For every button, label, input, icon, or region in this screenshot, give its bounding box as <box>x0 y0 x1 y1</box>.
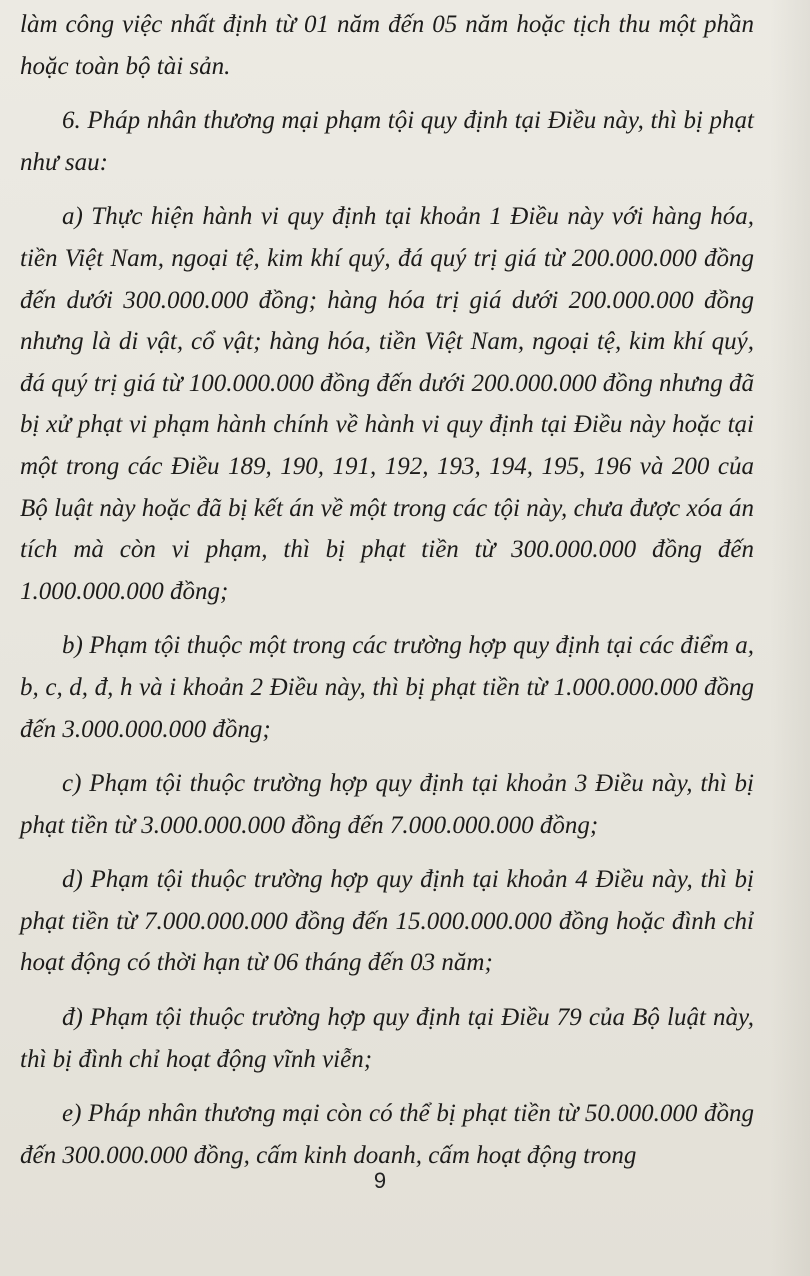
paragraph-point-c: c) Phạm tội thuộc trường hợp quy định tại khoản 3 Điều này, thì bị phạt tiền từ 3.000.000.000 đồng đến 7.000.000.000 đồng; <box>20 770 754 839</box>
paragraph-point-dd: đ) Phạm tội thuộc trường hợp quy định tại Điều 79 của Bộ luật này, thì bị đình chỉ hoạt động vĩnh viễn; <box>20 1004 754 1073</box>
paragraph-point-b: b) Phạm tội thuộc một trong các trường hợp quy định tại các điểm a, b, c, d, đ, h và i khoản 2 Điều này, thì bị phạt tiền từ 1.000.000.000 đồng đến 3.000.000.000 đồng; <box>20 632 754 743</box>
page-number: 9 <box>373 1168 387 1193</box>
paragraph-point-e: e) Pháp nhân thương mại còn có thể bị phạt tiền từ 50.000.000 đồng đến 300.000.000 đồng, cấm kinh doanh, cấm hoạt động trong <box>20 1100 754 1169</box>
paragraph-point-d: d) Phạm tội thuộc trường hợp quy định tại khoản 4 Điều này, thì bị phạt tiền từ 7.000.000.000 đồng đến 15.000.000.000 đồng hoặc đình chỉ hoạt động có thời hạn từ 06 tháng đến 03 năm; <box>20 866 754 977</box>
paragraph-point-a: a) Thực hiện hành vi quy định tại khoản 1 Điều này với hàng hóa, tiền Việt Nam, ngoại tệ, kim khí quý, đá quý trị giá từ 200.000.000 đồng đến dưới 300.000.000 đồng; hàng hóa trị giá dưới 200.000.000 đồng nhưng là di vật, cổ vật; hàng hóa, tiền Việt Nam, ngoại tệ, kim khí quý, đá quý trị giá từ 100.000.000 đồng đến dưới 200.000.000 đồng nhưng đã bị xử phạt vi phạm hành chính về hành vi quy định tại Điều này hoặc tại một trong các Điều 189, 190, 191, 192, 193, 194, 195, 196 và 200 của Bộ luật này hoặc đã bị kết án về một trong các tội này, chưa được xóa án tích mà còn vi phạm, thì bị phạt tiền từ 300.000.000 đồng đến 1.000.000.000 đồng; <box>20 203 754 605</box>
page-body <box>20 4 754 1189</box>
paragraph-clause-6: 6. Pháp nhân thương mại phạm tội quy định tại Điều này, thì bị phạt như sau: <box>20 107 754 176</box>
page-edge-shadow <box>770 0 810 1276</box>
paragraph-continuation: làm công việc nhất định từ 01 năm đến 05 năm hoặc tịch thu một phần hoặc toàn bộ tài sản. <box>20 11 754 80</box>
